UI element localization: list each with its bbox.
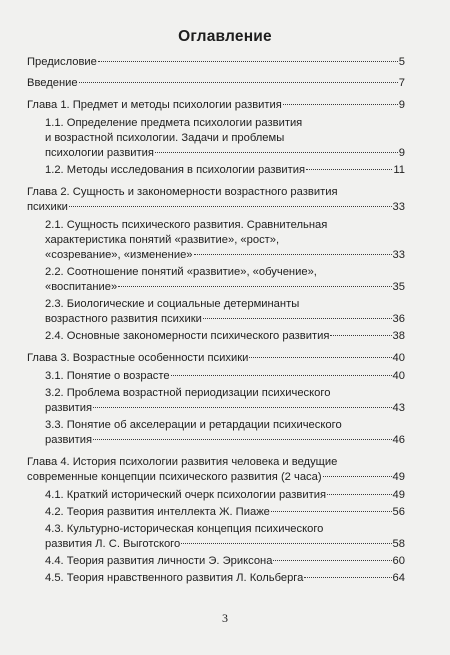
toc-entry-text: 1.1. Определение предмета психологии развития <box>45 117 303 129</box>
toc-entry-text: 3.1. Понятие о возрасте <box>45 370 170 382</box>
dot-leader <box>283 103 398 105</box>
toc-entry-text: 2.2. Соотношение понятий «развитие», «обучение», <box>45 266 317 278</box>
toc-chapter-entry <box>27 351 405 366</box>
toc-page-number: 46 <box>392 434 405 446</box>
toc-entry-text: 2.1. Сущность психического развития. Сравнительная <box>45 219 328 231</box>
toc-page-number: 7 <box>398 77 405 89</box>
toc-page-number: 11 <box>393 164 405 176</box>
toc-section-entry <box>27 218 405 263</box>
toc-page-number: 40 <box>392 370 405 382</box>
toc-entry-text: Предисловие <box>27 56 97 68</box>
toc-entry-text: психики <box>27 201 68 213</box>
toc-entry-text: Глава 4. История психологии развития человека и ведущие <box>27 456 338 468</box>
dot-leader <box>155 151 398 153</box>
toc-section-entry <box>27 522 405 552</box>
toc-entry-text: Глава 1. Предмет и методы психологии развития <box>27 99 282 111</box>
toc-section-entry <box>27 505 405 520</box>
dot-leader <box>271 510 392 512</box>
dot-leader <box>249 356 391 358</box>
toc-page-number: 43 <box>392 402 405 414</box>
toc-entry-text: развития Л. С. Выготского <box>45 538 181 550</box>
toc-section-entry <box>27 386 405 416</box>
table-of-contents <box>27 55 405 586</box>
toc-entry-text: 4.1. Краткий исторический очерк психологии развития <box>45 489 327 501</box>
dot-leader <box>330 334 391 336</box>
toc-entry-text: развития <box>45 402 93 414</box>
toc-chapter-entry <box>27 55 405 70</box>
toc-section-entry <box>27 554 405 569</box>
toc-entry-text: 4.4. Теория развития личности Э. Эриксона <box>45 555 273 567</box>
toc-entry-text: 4.2. Теория развития интеллекта Ж. Пиаже <box>45 506 270 518</box>
toc-entry-text: 3.2. Проблема возрастной периодизации психического <box>45 387 331 399</box>
page-number: 3 <box>222 611 228 625</box>
toc-entry-text: современные концепции психического развития (2 часа) <box>27 471 322 483</box>
dot-leader <box>118 285 391 287</box>
toc-entry-text: возрастного развития психики <box>45 313 202 325</box>
toc-section-entry <box>27 369 405 384</box>
toc-page-number: 49 <box>392 489 405 501</box>
dot-leader <box>306 168 392 170</box>
toc-section-entry <box>27 116 405 161</box>
toc-page-number: 35 <box>392 281 405 293</box>
toc-page-number: 60 <box>392 555 405 567</box>
toc-chapter-entry <box>27 185 405 215</box>
dot-leader <box>171 374 392 376</box>
toc-entry-text: 1.2. Методы исследования в психологии развития <box>45 164 306 176</box>
toc-entry-text: и возрастной психологии. Задачи и проблемы <box>45 132 285 144</box>
dot-leader <box>323 475 392 477</box>
toc-entry-text: 2.4. Основные закономерности психического развития <box>45 330 330 342</box>
dot-leader <box>203 317 392 319</box>
toc-chapter-entry <box>27 455 405 485</box>
dot-leader <box>93 406 391 408</box>
dot-leader <box>79 81 398 83</box>
toc-entry-text: Введение <box>27 77 78 89</box>
toc-page-number: 9 <box>398 99 405 111</box>
dot-leader <box>304 576 391 578</box>
toc-entry-text: характеристика понятий «развитие», «рост», <box>45 234 280 246</box>
dot-leader <box>181 542 391 544</box>
page-title: Оглавление <box>178 28 272 45</box>
toc-entry-text: «созревание», «изменение» <box>45 249 193 261</box>
toc-entry-text: психологии развития <box>45 147 154 159</box>
toc-page-number: 58 <box>392 538 405 550</box>
toc-section-entry <box>27 418 405 448</box>
toc-page-number: 64 <box>392 572 405 584</box>
toc-entry-text: 4.5. Теория нравственного развития Л. Кольберга <box>45 572 304 584</box>
toc-page-number: 5 <box>398 56 405 68</box>
dot-leader <box>98 60 398 62</box>
toc-page-number: 9 <box>398 147 405 159</box>
toc-section-entry <box>27 329 405 344</box>
dot-leader <box>93 438 391 440</box>
dot-leader <box>69 205 392 207</box>
toc-section-entry <box>27 297 405 327</box>
dot-leader <box>327 493 392 495</box>
dot-leader <box>273 559 391 561</box>
toc-page-number: 49 <box>392 471 405 483</box>
toc-page-number: 38 <box>392 330 405 342</box>
toc-page-number: 40 <box>392 352 405 364</box>
toc-section-entry <box>27 163 405 178</box>
toc-entry-text: развития <box>45 434 93 446</box>
toc-entry-text: «воспитание» <box>45 281 118 293</box>
toc-entry-text: Глава 3. Возрастные особенности психики <box>27 352 249 364</box>
toc-section-entry <box>27 265 405 295</box>
toc-page-number: 36 <box>392 313 405 325</box>
toc-section-entry <box>27 571 405 586</box>
toc-entry-text: Глава 2. Сущность и закономерности возрастного развития <box>27 186 338 198</box>
toc-page-number: 33 <box>392 249 405 261</box>
toc-entry-text: 2.3. Биологические и социальные детерминанты <box>45 298 300 310</box>
dot-leader <box>194 253 392 255</box>
toc-chapter-entry <box>27 76 405 91</box>
toc-section-entry <box>27 488 405 503</box>
toc-page-number: 33 <box>392 201 405 213</box>
toc-entry-text: 4.3. Культурно-историческая концепция психического <box>45 523 324 535</box>
toc-page-number: 56 <box>392 506 405 518</box>
toc-chapter-entry <box>27 98 405 113</box>
toc-entry-text: 3.3. Понятие об акселерации и ретардации психического <box>45 419 342 431</box>
